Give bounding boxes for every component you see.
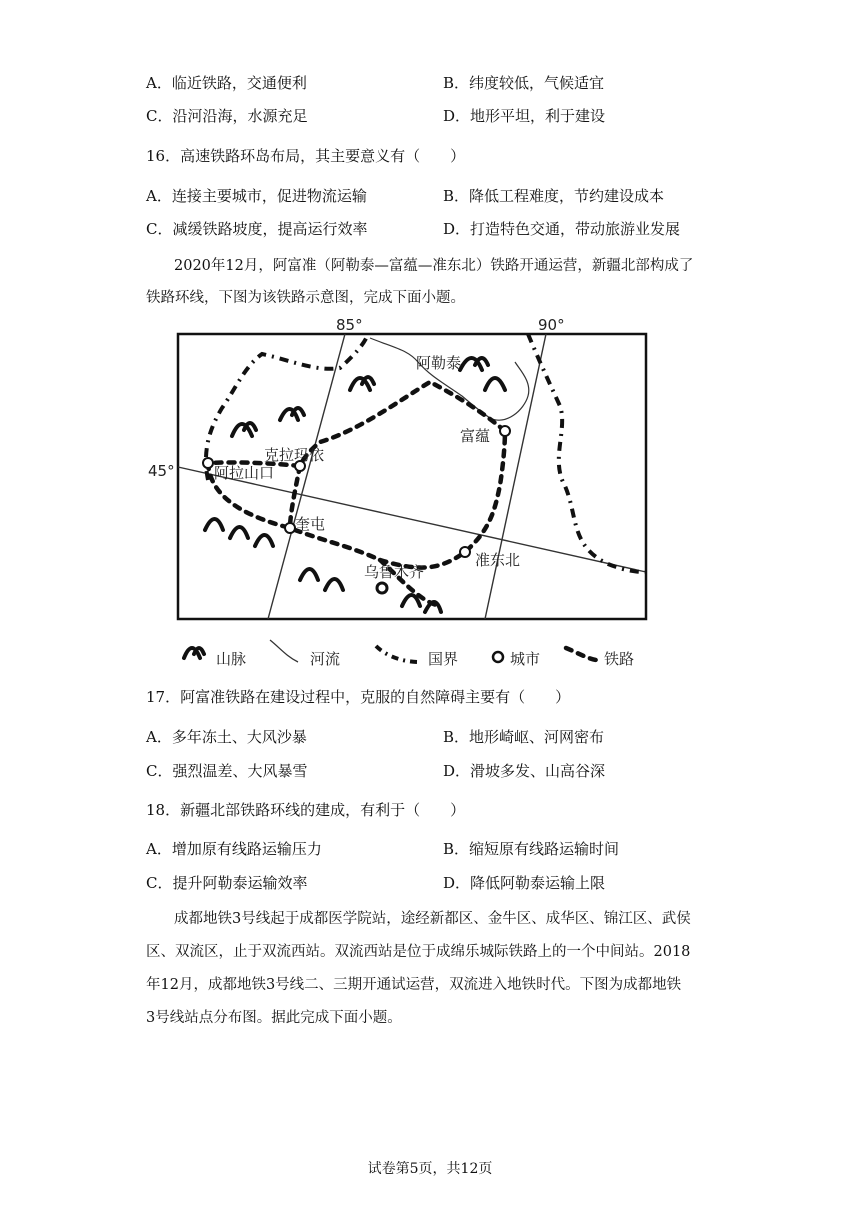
passage-2-line-3: 年12月，成都地铁3号线二、三期开通试运营，双流进入地铁时代。下图为成都地铁 (146, 977, 682, 993)
q16-option-d: D．打造特色交通，带动旅游业发展 (443, 220, 681, 238)
q18-option-c: C．提升阿勒泰运输效率 (146, 874, 308, 892)
q17-option-a: A．多年冻土、大风沙暴 (146, 728, 307, 746)
label-aletai: 阿勒泰 (416, 354, 462, 372)
page-footer: 试卷第5页，共12页 (367, 1161, 493, 1177)
q16-option-b: B．降低工程难度，节约建设成本 (443, 187, 665, 205)
passage-2-line-1: 成都地铁3号线起于成都医学院站，途经新都区、金牛区、成华区、锦江区、武侯 (174, 911, 691, 927)
meridian-85 (268, 334, 345, 619)
city-markers (203, 426, 510, 593)
legend-river-label: 河流 (310, 650, 341, 668)
mountain-symbols (205, 358, 505, 612)
q18-stem: 18．新疆北部铁路环线的建成，有利于（ ） (146, 801, 466, 819)
label-kuitun: 奎屯 (295, 515, 326, 533)
legend-mountain-label: 山脉 (216, 650, 247, 668)
passage-1-line-2: 铁路环线，下图为该铁路示意图，完成下面小题。 (146, 290, 465, 306)
city-fuyun (500, 426, 510, 436)
label-fuyun: 富蕴 (460, 427, 491, 445)
q17-option-b: B．地形崎岖、河网密布 (443, 728, 605, 746)
q17-option-d: D．滑坡多发、山高谷深 (443, 762, 606, 780)
q15-option-c: C．沿河沿海，水源充足 (146, 107, 308, 125)
legend-mountain-icon (184, 648, 204, 658)
railway-map (140, 310, 680, 675)
legend-railway-icon (566, 648, 596, 660)
city-wulumuqi (377, 583, 387, 593)
q15-option-a: A．临近铁路，交通便利 (146, 74, 307, 92)
city-alashankou (203, 458, 213, 468)
q16-stem: 16．高速铁路环岛布局，其主要意义有（ ） (146, 147, 466, 165)
legend-railway-label: 铁路 (604, 650, 635, 668)
legend-city-icon (493, 652, 503, 662)
legend-river-icon (270, 640, 298, 662)
q15-option-b: B．纬度较低，气候适宜 (443, 74, 605, 92)
label-wulumuqi: 乌鲁木齐 (364, 563, 425, 581)
legend-border-icon (376, 646, 420, 662)
q16-option-a: A．连接主要城市，促进物流运输 (146, 187, 367, 205)
q17-stem: 17．阿富准铁路在建设过程中，克服的自然障碍主要有（ ） (146, 688, 571, 706)
q15-option-d: D．地形平坦，利于建设 (443, 107, 606, 125)
passage-2-line-2: 区、双流区，止于双流西站。双流西站是位于成绵乐城际铁路上的一个中间站。2018 (146, 944, 691, 960)
parallel-45 (178, 467, 646, 572)
q18-option-b: B．缩短原有线路运输时间 (443, 840, 620, 858)
label-85-deg: 85° (336, 316, 363, 334)
map-legend (184, 640, 634, 668)
city-kuitun (285, 523, 295, 533)
label-45-deg: 45° (148, 462, 175, 480)
border-east (528, 334, 646, 572)
legend-border-label: 国界 (428, 650, 459, 668)
label-zhundongbei: 准东北 (475, 551, 521, 569)
label-alashankou: 阿拉山口 (214, 464, 275, 482)
label-90-deg: 90° (538, 316, 565, 334)
q18-option-d: D．降低阿勒泰运输上限 (443, 874, 606, 892)
city-zhundongbei (460, 547, 470, 557)
river-line (370, 338, 529, 420)
passage-1-line-1: 2020年12月，阿富准（阿勒泰—富蕴—准东北）铁路开通运营，新疆北部构成了 (174, 258, 694, 274)
q18-option-a: A．增加原有线路运输压力 (146, 840, 322, 858)
legend-city-label: 城市 (510, 650, 541, 668)
q17-option-c: C．强烈温差、大风暴雪 (146, 762, 308, 780)
q16-option-c: C．减缓铁路坡度，提高运行效率 (146, 220, 368, 238)
passage-2-line-4: 3号线站点分布图。据此完成下面小题。 (146, 1010, 402, 1026)
label-kelamayi: 克拉玛依 (264, 446, 325, 464)
